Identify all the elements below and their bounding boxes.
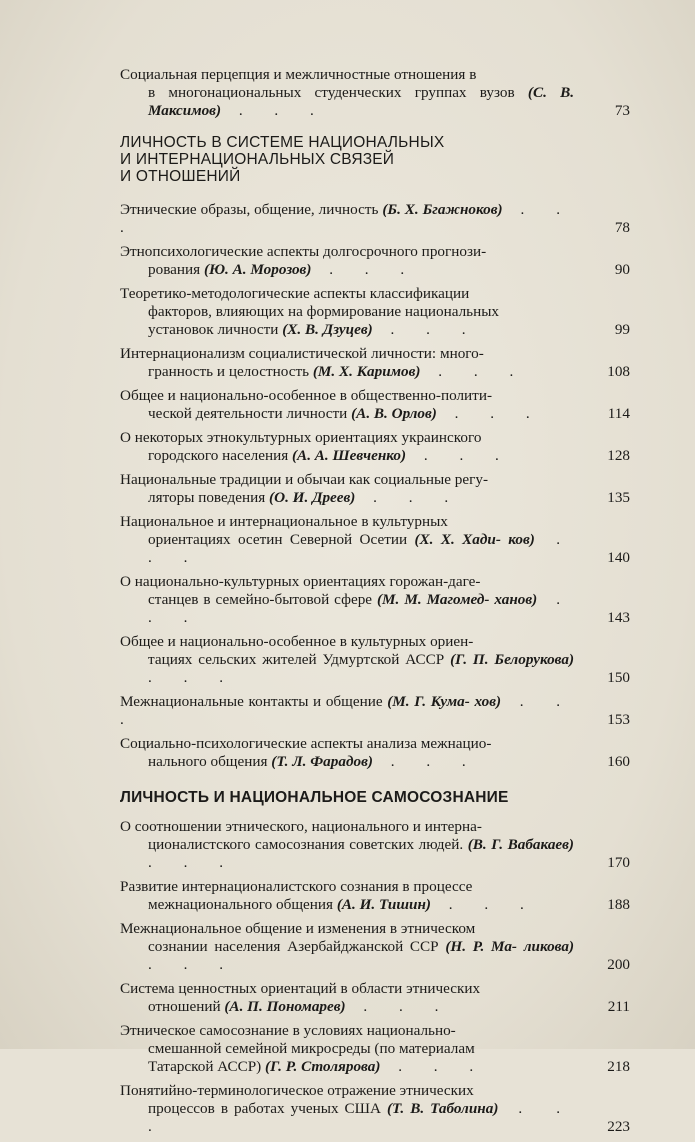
toc-entry-page: 135 bbox=[607, 489, 630, 506]
toc-entry-line: Понятийно-терминологическое отражение этнических bbox=[120, 1082, 474, 1099]
table-of-contents bbox=[120, 66, 630, 1142]
toc-entry-title bbox=[120, 818, 630, 872]
toc-entry-page: 188 bbox=[607, 896, 630, 913]
toc-entry-line: процессов в работах ученых США (Т. В. Таболина) . . . bbox=[148, 1100, 574, 1135]
toc-entry-line: Общее и национально-особенное в общественно-полити- bbox=[120, 387, 493, 404]
toc-entry-line: ляторы поведения (О. И. Дреев) . . . bbox=[148, 489, 463, 506]
toc-entry-author: (М. Х. Каримов) bbox=[312, 363, 421, 380]
toc-entry bbox=[120, 513, 630, 567]
toc-entry bbox=[120, 243, 630, 279]
toc-entry-page: 128 bbox=[607, 447, 630, 464]
toc-entry-line: ческой деятельности личности (А. В. Орлов) . . . bbox=[148, 405, 544, 422]
dot-leader: . . . bbox=[148, 1100, 574, 1135]
toc-entry-line: нального общения (Т. Л. Фарадов) . . . bbox=[148, 753, 480, 770]
toc-entry bbox=[120, 633, 630, 687]
toc-entry-line: ционалистского самосознания советских людей. (В. Г. Вабакаев) . . . bbox=[148, 836, 574, 871]
toc-entry bbox=[120, 878, 630, 914]
dot-leader: . . . bbox=[406, 447, 513, 464]
toc-entry-author: (О. И. Дреев) bbox=[269, 489, 356, 506]
dot-leader: . . . bbox=[430, 896, 538, 913]
section-heading-line: И ИНТЕРНАЦИОНАЛЬНЫХ СВЯЗЕЙ bbox=[120, 151, 395, 168]
toc-entry-author: (Х. Х. Хади- ков) bbox=[414, 531, 535, 548]
toc-entry-page: 211 bbox=[607, 998, 630, 1015]
dot-leader: . . . bbox=[345, 998, 453, 1015]
toc-entry-author: (С. В. Максимов) bbox=[148, 84, 575, 119]
toc-entry bbox=[120, 471, 630, 507]
toc-entry bbox=[120, 1082, 630, 1136]
toc-entry-page: 170 bbox=[607, 854, 630, 871]
toc-entry-author: (М. М. Магомед- ханов) bbox=[377, 591, 538, 608]
toc-entry bbox=[120, 345, 630, 381]
toc-entry-title bbox=[120, 345, 630, 381]
toc-entry-line: городского населения (А. А. Шевченко) . . . bbox=[148, 447, 513, 464]
section-heading-line: ЛИЧНОСТЬ В СИСТЕМЕ НАЦИОНАЛЬНЫХ bbox=[120, 134, 445, 151]
toc-entry-line: Социальная перцепция и межличностные отношения в bbox=[120, 66, 477, 83]
toc-entry-line: сознании населения Азербайджанской ССР (Н. Р. Ма- ликова) . . . bbox=[148, 938, 575, 973]
toc-entry-title bbox=[120, 878, 630, 914]
dot-leader: . . . bbox=[355, 489, 463, 506]
toc-entry-author: (Г. П. Белорукова) bbox=[450, 651, 574, 668]
toc-entry-line: Национальное и интернациональное в культурных bbox=[120, 513, 448, 530]
toc-entry-title bbox=[120, 201, 630, 237]
toc-entry-line: станцев в семейно-бытовой сфере (М. М. Магомед- ханов) . . . bbox=[148, 591, 575, 626]
dot-leader: . . . bbox=[380, 1058, 488, 1075]
toc-entry bbox=[120, 1022, 630, 1076]
toc-entry-line: Национальные традиции и обычаи как социальные регу- bbox=[120, 471, 489, 488]
toc-entry-title bbox=[120, 980, 630, 1016]
toc-entry-title bbox=[120, 735, 630, 771]
toc-entry bbox=[120, 920, 630, 974]
toc-entry-line: Межнациональное общение и изменения в этническом bbox=[120, 920, 476, 937]
toc-entry-line: тациях сельских жителей Удмуртской АССР (Г. П. Белорукова) . . . bbox=[148, 651, 574, 686]
toc-entry-line: смешанной семейной микросреды (по материалам bbox=[148, 1040, 475, 1057]
dot-leader: . . . bbox=[148, 669, 237, 686]
toc-entry-title bbox=[120, 243, 630, 279]
toc-entry-author: (Ю. А. Морозов) bbox=[203, 261, 312, 278]
toc-entry-line: установок личности (Х. В. Дзуцев) . . . bbox=[148, 321, 480, 338]
toc-entry-page: 108 bbox=[607, 363, 630, 380]
toc-entry bbox=[120, 818, 630, 872]
toc-entry-title bbox=[120, 1022, 630, 1076]
toc-entry-title bbox=[120, 573, 630, 627]
toc-entry-author: (Г. Р. Столярова) bbox=[265, 1058, 381, 1075]
toc-entry-line: гранность и целостность (М. Х. Каримов) . . . bbox=[148, 363, 528, 380]
section-heading-1 bbox=[120, 134, 630, 185]
dot-leader: . . . bbox=[436, 405, 544, 422]
toc-entry-author: (Т. В. Таболина) bbox=[387, 1100, 499, 1117]
dot-leader: . . . bbox=[148, 854, 237, 871]
toc-entry-page: 160 bbox=[607, 753, 630, 770]
dot-leader: . . . bbox=[372, 753, 480, 770]
toc-entry-page: 90 bbox=[614, 261, 630, 278]
toc-entry-page: 114 bbox=[607, 405, 630, 422]
toc-entry-line: Социально-психологические аспекты анализа межнацио- bbox=[120, 735, 492, 752]
toc-entry-line: Этнические образы, общение, личность (Б. Х. Бгажноков) . . . bbox=[120, 201, 575, 236]
toc-entry-page: 78 bbox=[614, 219, 630, 236]
toc-entry-title bbox=[120, 633, 630, 687]
toc-entry-line: в многонациональных студенческих группах вузов (С. В. Максимов) . . . bbox=[148, 84, 575, 119]
dot-leader: . . . bbox=[148, 531, 574, 566]
toc-entry-title bbox=[120, 429, 630, 465]
toc-entry-line: ориентациях осетин Северной Осетии (Х. Х. Хади- ков) . . . bbox=[148, 531, 574, 566]
toc-entry bbox=[120, 735, 630, 771]
toc-entry-line: О национально-культурных ориентациях горожан-даге- bbox=[120, 573, 481, 590]
toc-entry-page: 153 bbox=[607, 711, 630, 728]
toc-entry-line: Общее и национально-особенное в культурных ориен- bbox=[120, 633, 474, 650]
toc-entry-line: Развитие интернационалистского сознания в процессе bbox=[120, 878, 473, 895]
dot-leader: . . . bbox=[420, 363, 528, 380]
dot-leader: . . . bbox=[120, 201, 575, 236]
toc-entry-line: Этнопсихологические аспекты долгосрочного прогнози- bbox=[120, 243, 487, 260]
toc-entry-title bbox=[120, 1082, 630, 1136]
toc-entry-line: Межнациональные контакты и общение (М. Г. Кума- хов) . . . bbox=[120, 693, 575, 728]
toc-entry-page: 200 bbox=[607, 956, 630, 973]
toc-entry-author: (А. П. Пономарев) bbox=[224, 998, 346, 1015]
toc-entry bbox=[120, 693, 630, 729]
dot-leader: . . . bbox=[372, 321, 480, 338]
toc-entry-page: 99 bbox=[614, 321, 630, 338]
toc-entry-line: Система ценностных ориентаций в области этнических bbox=[120, 980, 481, 997]
toc-entry-line: О некоторых этнокультурных ориентациях украинского bbox=[120, 429, 482, 446]
dot-leader: . . . bbox=[148, 956, 237, 973]
toc-entry-author: (А. И. Тишин) bbox=[336, 896, 431, 913]
section-heading-line: И ОТНОШЕНИЙ bbox=[120, 168, 241, 185]
toc-entry-line: Интернационализм социалистической личности: много- bbox=[120, 345, 484, 362]
section-heading-line: ЛИЧНОСТЬ И НАЦИОНАЛЬНОЕ САМОСОЗНАНИЕ bbox=[120, 789, 509, 806]
toc-entry bbox=[120, 573, 630, 627]
toc-entry-title bbox=[120, 387, 630, 423]
toc-entry-author: (А. А. Шевченко) bbox=[292, 447, 407, 464]
toc-entry-page: 140 bbox=[607, 549, 630, 566]
toc-entry-author: (Б. Х. Бгажноков) bbox=[382, 201, 503, 218]
toc-entry bbox=[120, 201, 630, 237]
toc-entry-title bbox=[120, 471, 630, 507]
toc-entry-page: 143 bbox=[607, 609, 630, 626]
toc-entry bbox=[120, 980, 630, 1016]
toc-entry-title bbox=[120, 285, 630, 339]
toc-entry-title bbox=[120, 513, 630, 567]
toc-list-section-1 bbox=[120, 201, 630, 771]
toc-entry-line: Татарской АССР) (Г. Р. Столярова) . . . bbox=[148, 1058, 488, 1075]
toc-entry-title bbox=[120, 920, 630, 974]
toc-entry-page: 150 bbox=[607, 669, 630, 686]
toc-entry-author: (Т. Л. Фарадов) bbox=[271, 753, 373, 770]
toc-entry-author: (А. В. Орлов) bbox=[351, 405, 437, 422]
toc-entry-title bbox=[120, 693, 630, 729]
dot-leader: . . . bbox=[221, 102, 328, 119]
section-heading-2 bbox=[120, 789, 630, 806]
toc-entry-line: рования (Ю. А. Морозов) . . . bbox=[148, 261, 419, 278]
toc-entry-line: факторов, влияющих на формирование национальных bbox=[148, 303, 500, 320]
toc-entry-author: (Н. Р. Ма- ликова) bbox=[445, 938, 575, 955]
toc-entry bbox=[120, 387, 630, 423]
dot-leader: . . . bbox=[311, 261, 419, 278]
dot-leader: . . . bbox=[120, 693, 575, 728]
toc-entry-line: межнационального общения (А. И. Тишин) . . . bbox=[148, 896, 538, 913]
toc-entry-line: О соотношении этнического, национального и интерна- bbox=[120, 818, 482, 835]
toc-entry bbox=[120, 285, 630, 339]
toc-entry bbox=[120, 429, 630, 465]
toc-entry-line: отношений (А. П. Пономарев) . . . bbox=[148, 998, 453, 1015]
toc-entry-author: (Х. В. Дзуцев) bbox=[282, 321, 373, 338]
toc-list-top bbox=[120, 66, 630, 120]
dot-leader: . . . bbox=[148, 591, 575, 626]
toc-entry-title bbox=[120, 66, 630, 120]
toc-entry-page: 73 bbox=[614, 102, 630, 119]
toc-entry-author: (В. Г. Вабакаев) bbox=[467, 836, 574, 853]
toc-list-section-2 bbox=[120, 818, 630, 1136]
toc-entry-author: (М. Г. Кума- хов) bbox=[387, 693, 502, 710]
toc-entry-line: Этническое самосознание в условиях национально- bbox=[120, 1022, 456, 1039]
toc-entry-page: 223 bbox=[607, 1118, 630, 1135]
toc-entry-page: 218 bbox=[607, 1058, 630, 1075]
toc-entry-line: Теоретико-методологические аспекты классификации bbox=[120, 285, 470, 302]
toc-entry bbox=[120, 66, 630, 120]
